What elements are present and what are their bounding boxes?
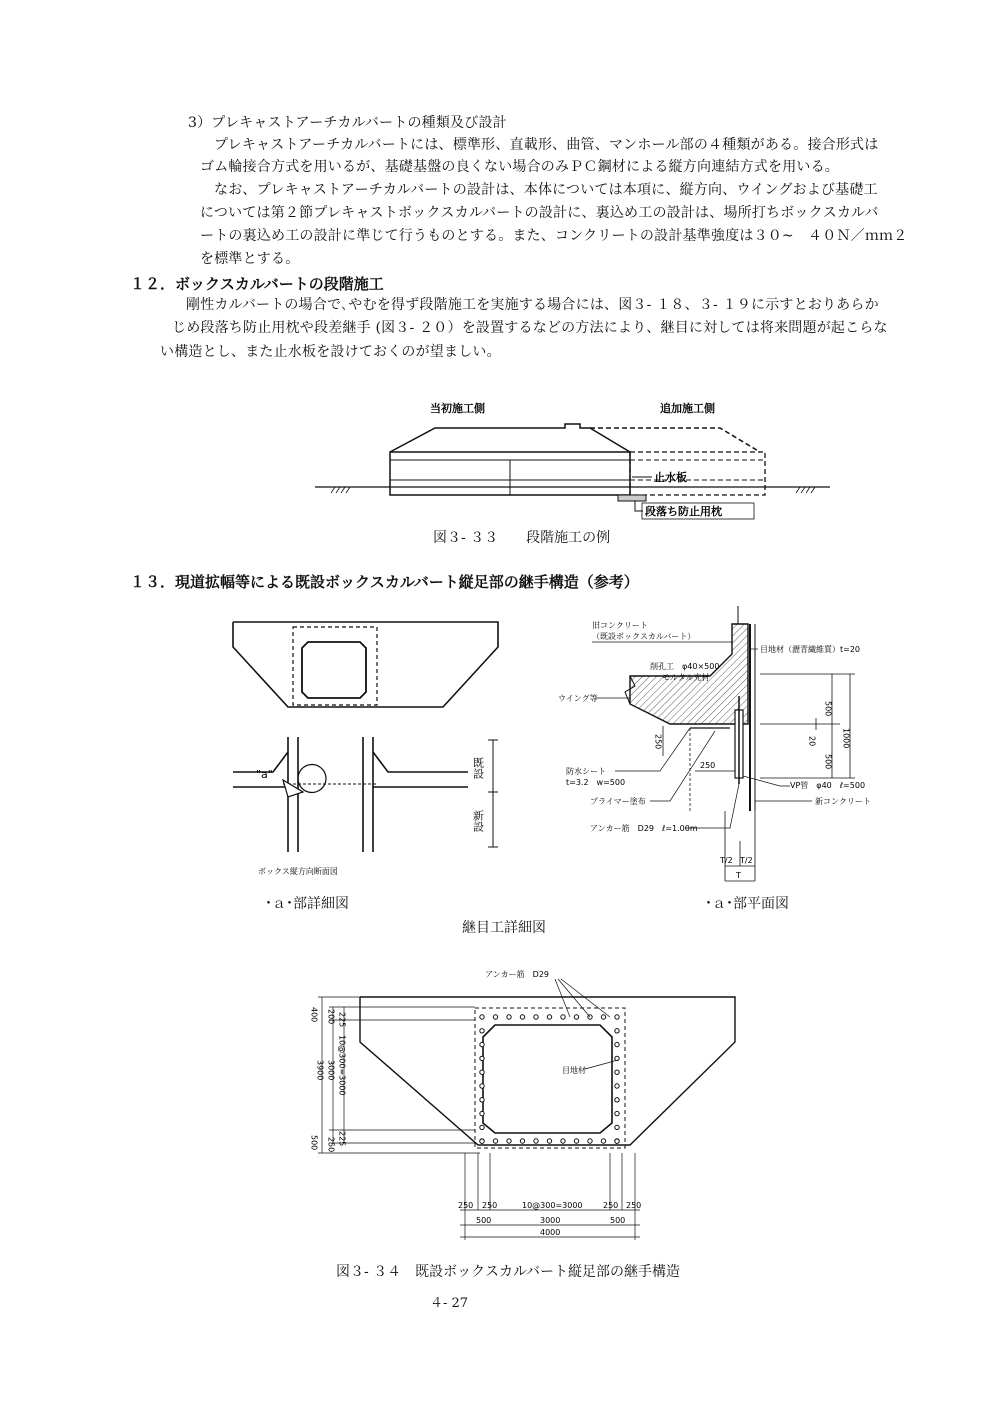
section3-line-3: なお、プレキャストアーチカルバートの設計は、本体については本項に、縦方向、ウイングおよび基礎工 (214, 182, 878, 198)
fig34-b-4000: 4000 (540, 1228, 561, 1237)
section3-line-1: プレキャストアーチカルバートには、標準形、直載形、曲管、マンホール部の４種類がある。接合形式は (214, 137, 879, 153)
section3-line-4: については第２節プレキャストボックスカルバートの設計に、裏込め工の設計は、場所打ちボックスカルバ (200, 205, 879, 221)
fig34-b-250a: 250 (458, 1201, 474, 1210)
anchor-hole (480, 1125, 484, 1129)
fig34-dim-500l: 500 (309, 1135, 319, 1151)
anchor-hole (574, 1139, 578, 1143)
joint-dim-500b: 500 (823, 754, 833, 770)
section3-title: 3）プレキャストアーチカルバートの種類及び設計 (188, 115, 507, 131)
joint-dim-t2b: T/2 (740, 856, 753, 865)
section13-heading: １３．現道拡幅等による既設ボックスカルバート縦足部の継手構造（参考） (130, 573, 639, 591)
section3-line-2: ゴム輪接合方式を用いるが、基礎基盤の良くない場合のみＰＣ鋼材による縦方向連結方式を用いる。 (200, 159, 839, 175)
anchor-hole (574, 1015, 578, 1019)
anchor-hole (615, 1070, 619, 1074)
fig34-dim-250l: 250 (326, 1137, 336, 1153)
anchor-hole (615, 1029, 619, 1033)
joint-dim-500a: 500 (823, 701, 833, 717)
anchor-hole (561, 1015, 565, 1019)
fig34-dim-3900: 3900 (315, 1060, 325, 1081)
anchor-hole (534, 1015, 538, 1019)
joint-right-joint-material: 目地材（瀝青繊維質）t=20 (760, 645, 861, 654)
anchor-hole (480, 1056, 484, 1060)
joint-left-existing: 既設 (471, 757, 485, 779)
anchor-hole (615, 1042, 619, 1046)
anchor-hole (547, 1139, 551, 1143)
anchor-hole (480, 1098, 484, 1102)
anchor-hole (480, 1084, 484, 1088)
joint-dim-20: 20 (807, 736, 817, 747)
joint-right-vp: VP管 φ40 ℓ=500 (790, 781, 866, 790)
fig34-b-250d: 250 (626, 1201, 642, 1210)
joint-left-new: 新設 (471, 810, 485, 832)
joint-dim-t2a: T/2 (720, 856, 733, 865)
anchor-hole (520, 1015, 524, 1019)
section12-heading: １２．ボックスカルバートの段階施工 (130, 275, 384, 293)
anchor-hole (615, 1125, 619, 1129)
joint-right-old-concrete: 旧コンクリート (592, 621, 648, 630)
anchor-hole (601, 1139, 605, 1143)
anchor-hole (615, 1139, 619, 1143)
fig34-b-250b: 250 (482, 1201, 498, 1210)
anchor-hole (615, 1098, 619, 1102)
joint-caption-right: ･ａ･部平面図 (705, 896, 789, 912)
anchor-hole (480, 1029, 484, 1033)
fig33-label-waterstop: 止水板 (654, 471, 687, 484)
anchor-hole (601, 1015, 605, 1019)
anchor-hole (480, 1139, 484, 1143)
joint-detail-left-figure (228, 612, 508, 877)
fig34-b-250c: 250 (603, 1201, 619, 1210)
fig34-caption: 図３- ３４ 既設ボックスカルバート縦足部の継手構造 (336, 1264, 681, 1280)
anchor-hole (547, 1015, 551, 1019)
anchor-hole (534, 1139, 538, 1143)
fig34-dim-3000: 3000 (326, 1060, 336, 1081)
anchor-hole (480, 1042, 484, 1046)
joint-right-drill: 削孔工 φ40×500 (650, 662, 720, 671)
fig34-dim-225b: 225 (337, 1131, 347, 1147)
fig33-caption: 図３- ３３ 段階施工の例 (433, 530, 611, 546)
fig33-label-additional: 追加施工側 (660, 402, 715, 415)
fig34-dim-225a: 225 (337, 1012, 347, 1028)
joint-detail-right-figure (550, 606, 895, 888)
anchor-hole (480, 1111, 484, 1115)
fig34-anchor-label: アンカー筋 D29 (485, 970, 550, 979)
joint-right-new-concrete: 新コンクリート (815, 797, 871, 806)
anchor-hole (520, 1139, 524, 1143)
anchor-holes (480, 1015, 619, 1144)
joint-right-existing-box: （既設ボックスカルバート） (592, 632, 696, 641)
anchor-hole (615, 1015, 619, 1019)
fig33-label-initial: 当初施工側 (430, 402, 485, 415)
section3-line-5: ートの裏込め工の設計に準じて行うものとする。また、コンクリートの設計基準強度は３０~ ４０Ｎ／ｍｍ２ (200, 228, 908, 244)
fig34-b-3000: 3000 (540, 1216, 561, 1225)
fig34-b-10at300: 10@300=3000 (522, 1201, 583, 1210)
anchor-hole (615, 1111, 619, 1115)
fig34-joint-label: 目地材 (562, 1066, 586, 1075)
joint-left-a-label: "a" (256, 768, 273, 781)
section12-line-1: 剛性カルバートの場合で､やむを得ず段階施工を実施する場合には、図３- １８、３- １９に示すとおりあらか (186, 297, 879, 313)
joint-left-bottom-label: ボックス縦方向断面図 (258, 867, 338, 876)
joint-caption-left: ･ａ･部詳細図 (265, 896, 349, 912)
fig34-b-500b: 500 (610, 1216, 626, 1225)
fig34-dim-200: 200 (326, 1009, 336, 1025)
anchor-hole (493, 1015, 497, 1019)
joint-dim-t: T (736, 871, 741, 880)
joint-right-waterproof: 防水シート (566, 767, 606, 776)
joint-right-mortar: モルタル充材 (662, 673, 710, 682)
page-number: ４- 27 (430, 1296, 469, 1311)
joint-dim-250a: 250 (653, 734, 663, 750)
section3-line-6: を標準とする。 (200, 251, 300, 267)
joint-right-anchor: アンカー筋 D29 ℓ=1.00m (590, 824, 698, 833)
anchor-hole (588, 1139, 592, 1143)
figure-33-staged-construction (290, 380, 850, 520)
fig33-label-pillow: 段落ち防止用枕 (645, 505, 722, 518)
joint-right-primer: プライマー塗布 (590, 797, 646, 806)
section12-line-2: じめ段落ち防止用枕や段差継手 (図３- ２０）を設置するなどの方法により、継目に対しては将来問題が起こらな (172, 320, 888, 336)
anchor-hole (480, 1015, 484, 1019)
anchor-hole (507, 1139, 511, 1143)
anchor-hole (480, 1070, 484, 1074)
joint-dim-1000: 1000 (841, 728, 851, 749)
joint-right-wing: ウイング等 (558, 694, 598, 703)
anchor-hole (561, 1139, 565, 1143)
fig34-b-500a: 500 (476, 1216, 492, 1225)
joint-right-waterproof-spec: t=3.2 w=500 (566, 778, 626, 787)
joint-caption-center: 継目工詳細図 (462, 920, 546, 936)
section12-line-3: い構造とし、また止水板を設けておくのが望ましい。 (160, 344, 501, 360)
anchor-hole (507, 1015, 511, 1019)
anchor-hole (493, 1139, 497, 1143)
fig34-dim-400: 400 (309, 1007, 319, 1023)
anchor-hole (615, 1084, 619, 1088)
figure-34-joint-structure (300, 965, 750, 1245)
joint-dim-250b: 250 (700, 761, 716, 770)
fig34-dim-10at300: 10@300=3000 (337, 1035, 347, 1096)
